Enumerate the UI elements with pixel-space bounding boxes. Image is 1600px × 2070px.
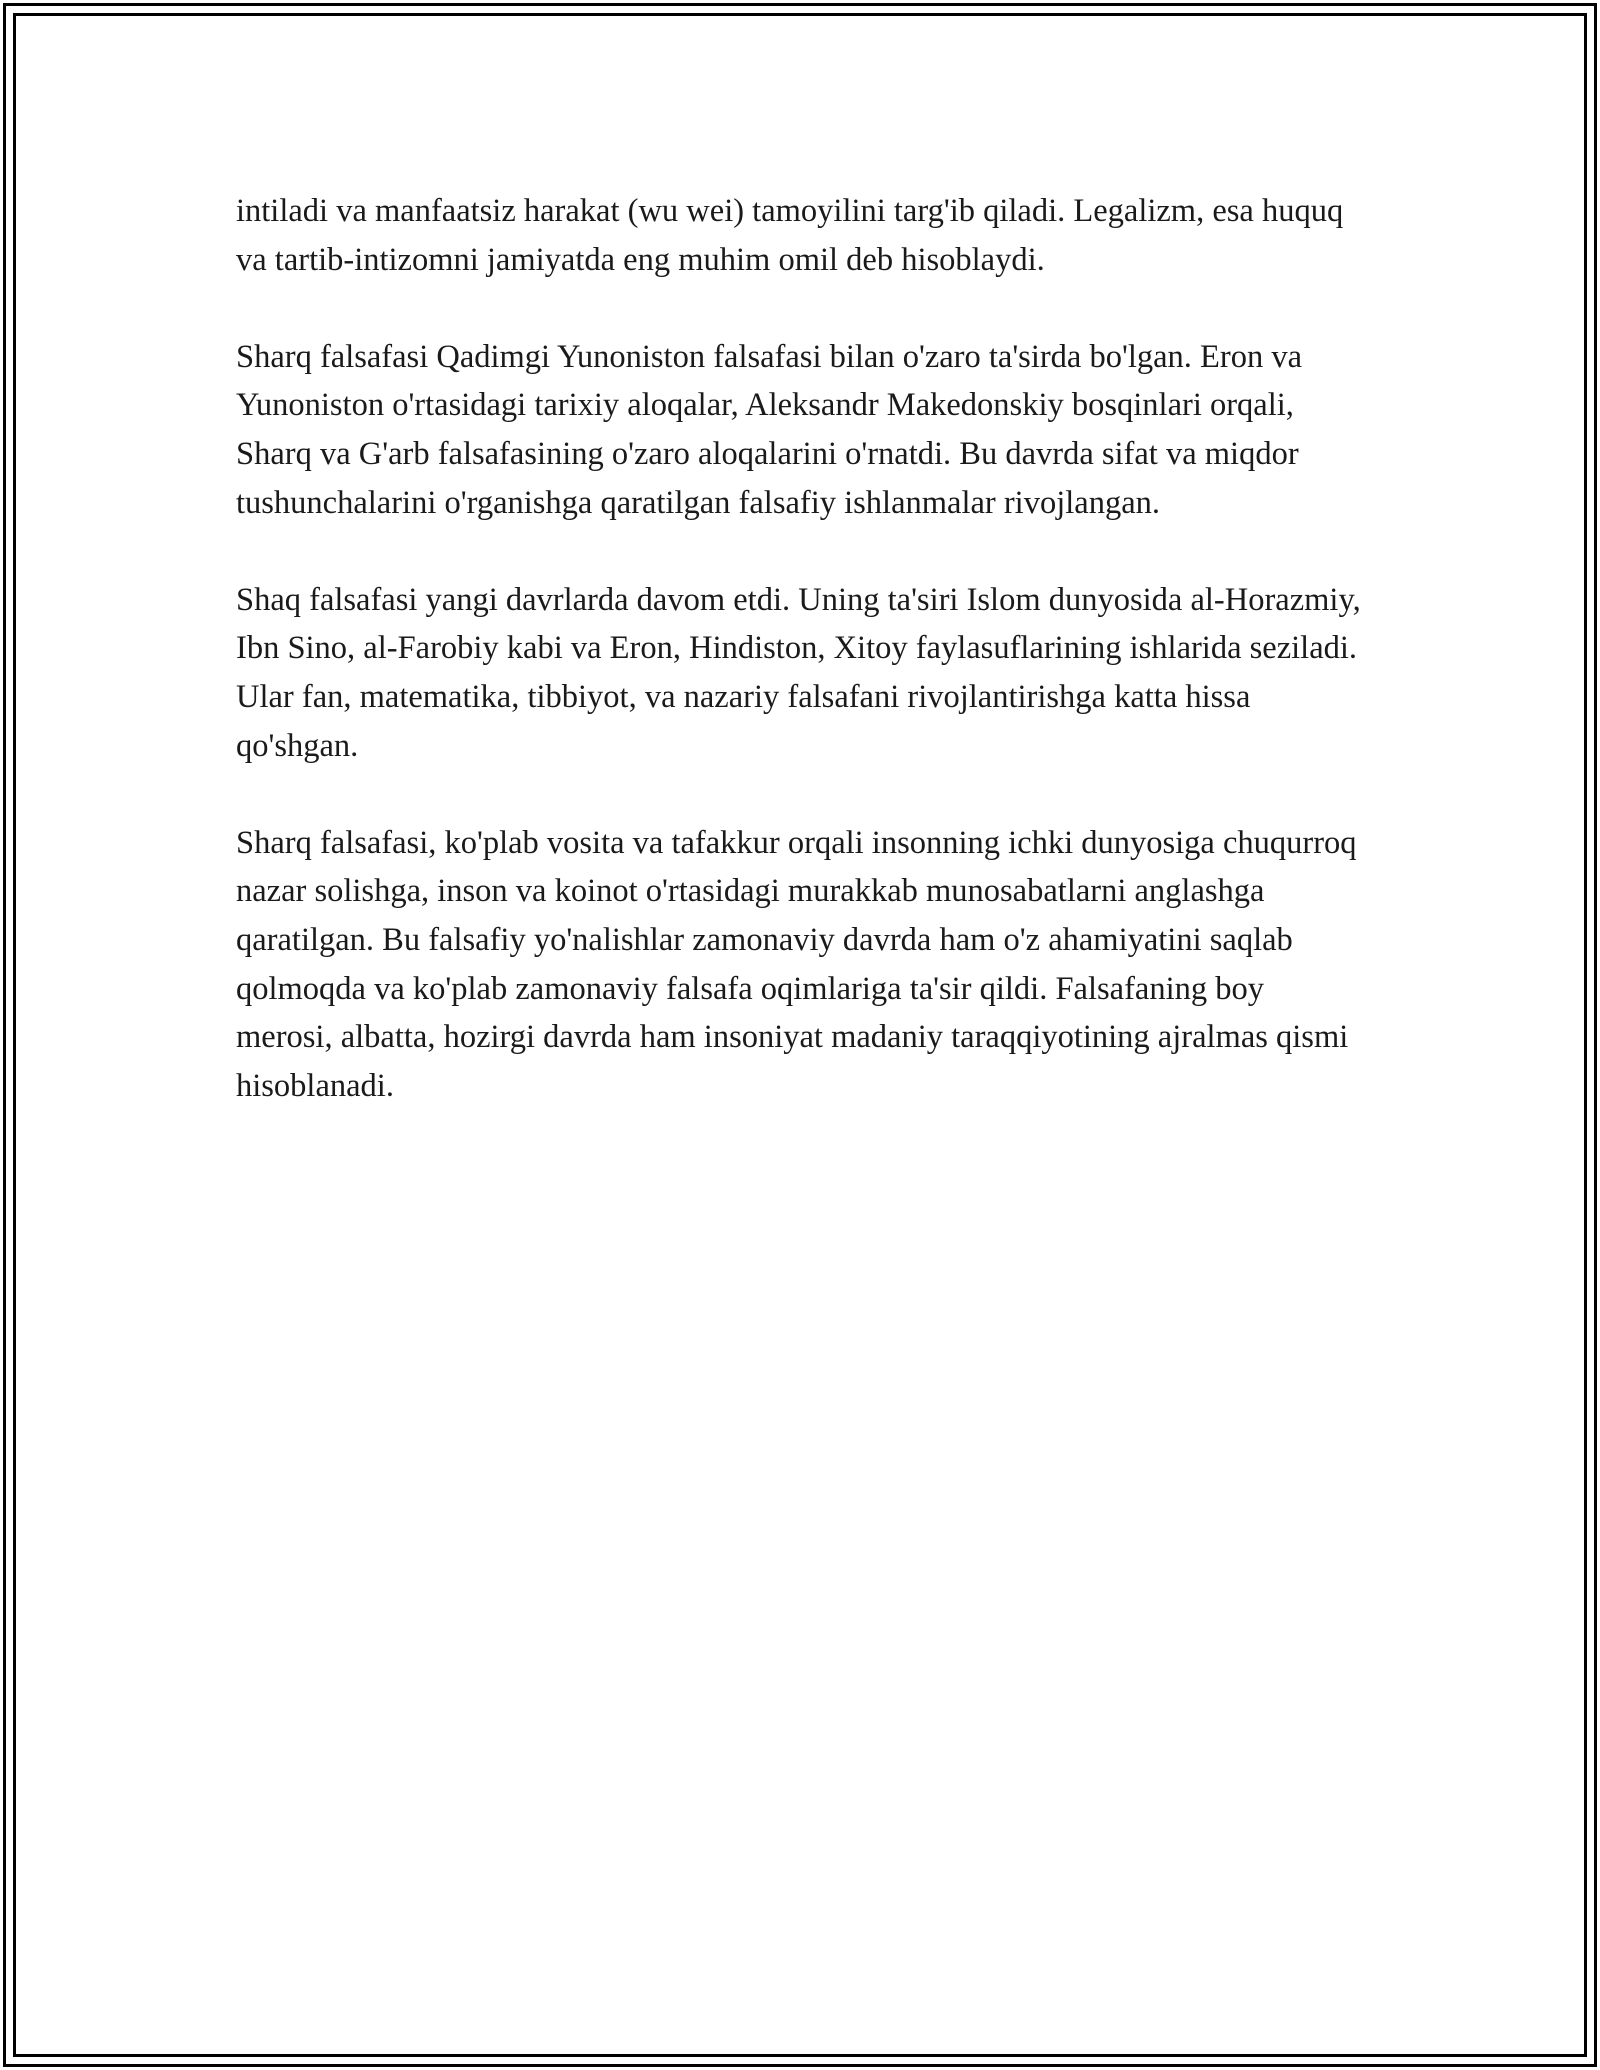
paragraph-4: Sharq falsafasi, ko'plab vosita va tafakkur orqali insonning ichki dunyosiga chuqurroq nazar solishga, inson va koinot o'rtasidagi murakkab munosabatlarni anglashga qaratilgan. Bu falsafiy yo'nalishlar zamonaviy davrda ham o'z ahamiyatini saqlab qolmoqda va ko'plab zamonaviy falsafa oqimlariga ta'sir qildi. Falsafaning boy merosi, albatta, hozirgi davrda ham insoniyat madaniy taraqqiyotining ajralmas qismi hisoblanadi. <box>236 824 1357 1104</box>
paragraph-1: intiladi va manfaatsiz harakat (wu wei) tamoyilini targ'ib qiladi. Legalizm, esa huquq va tartib-intizomni jamiyatda eng muhim omil deb hisoblaydi. <box>236 193 1344 278</box>
document-body <box>236 187 1366 1159</box>
paragraph-2: Sharq falsafasi Qadimgi Yunoniston falsafasi bilan o'zaro ta'sirda bo'lgan. Eron va Yunoniston o'rtasidagi tarixiy aloqalar, Aleksandr Makedonskiy bosqinlari orqali, Sharq va G'arb falsafasining o'zaro aloqalarini o'rnatdi. Bu davrda sifat va miqdor tushunchalarini o'rganishga qaratilgan falsafiy ishlanmalar rivojlangan. <box>236 338 1303 521</box>
paragraph-3: Shaq falsafasi yangi davrlarda davom etdi. Uning ta'siri Islom dunyosida al-Horazmiy, Ibn Sino, al-Farobiy kabi va Eron, Hindiston, Xitoy faylasuflarining ishlarida seziladi. Ular fan, matematika, tibbiyot, va nazariy falsafani rivojlantirishga katta hissa qo'shgan. <box>236 581 1361 764</box>
